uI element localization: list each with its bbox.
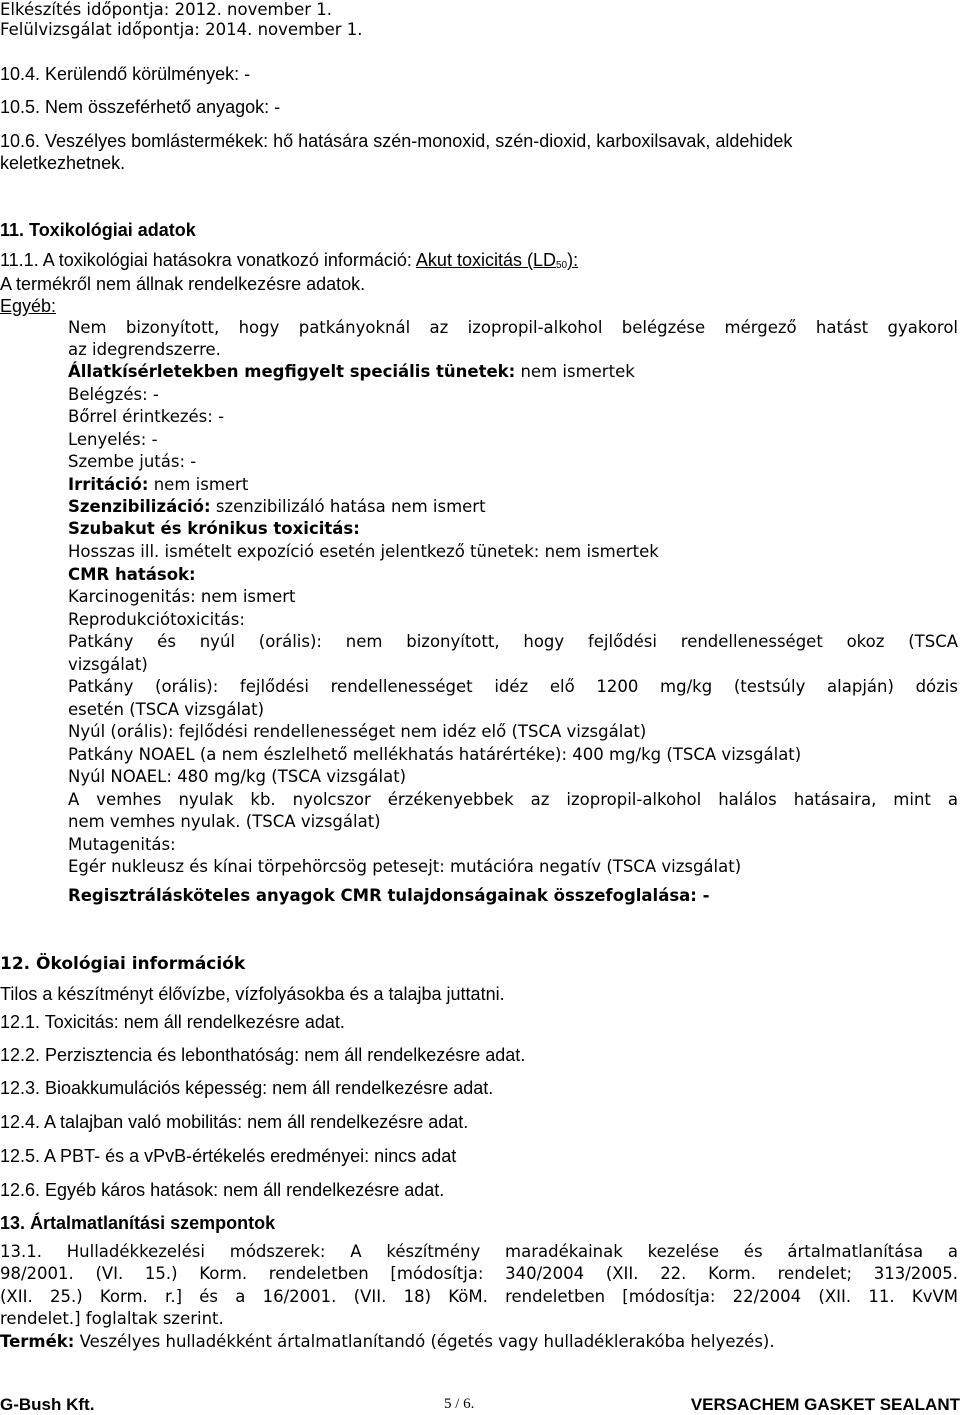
item-13-1-line1 xyxy=(0,1242,958,1261)
chronic-toxicity-label: Szubakut és krónikus toxicitás: xyxy=(68,519,360,538)
chronic-toxicity-text: Hosszas ill. ismételt expozíció esetén jelentkező tünetek: nem ismertek xyxy=(68,542,659,561)
eye-contact: Szembe jutás: - xyxy=(68,452,197,471)
cmr-summary: Regisztrálásköteles anyagok CMR tulajdonságainak összefoglalása: - xyxy=(68,886,710,905)
cmr-label: CMR hatások: xyxy=(68,565,196,584)
section-13-title: 13. Ártalmatlanítási szempontok xyxy=(0,1213,276,1233)
repro-5: Nyúl NOAEL: 480 mg/kg (TSCA vizsgálat) xyxy=(68,767,407,786)
item-13-1-line2-text: 98/2001. (VI. 15.) Korm. rendeletben [módosítja: 340/2004 (XII. 22. Korm. rendelet; 313/2005. xyxy=(0,1264,958,1283)
repro-6-line1-text: A vemhes nyulak kb. nyolcszor érzékenyebbek az izopropil-alkohol halálos hatásaira, mint a xyxy=(68,790,958,809)
item-12-1: 12.1. Toxicitás: nem áll rendelkezésre adat. xyxy=(0,1012,345,1032)
sensitization xyxy=(68,497,486,516)
inhalation: Belégzés: - xyxy=(68,385,159,404)
section-11-title: 11. Toxikológiai adatok xyxy=(0,220,196,240)
section-12-title: 12. Ökológiai információk xyxy=(0,954,246,974)
carcinogenicity: Karcinogenitás: nem ismert xyxy=(68,587,296,606)
item-11-1 xyxy=(0,250,578,271)
footer-company: G-Bush Kft. xyxy=(0,1395,95,1414)
product-label: Termék: xyxy=(0,1332,75,1351)
reproductive-toxicity: Reprodukciótoxicitás: xyxy=(68,610,245,629)
repro-2-line1-text: Patkány (orális): fejlődési rendellenességet idéz elő 1200 mg/kg (testsúly alapján) dózis xyxy=(68,677,958,696)
animal-tests xyxy=(68,362,635,381)
repro-6-line2: nem vemhes nyulak. (TSCA vizsgálat) xyxy=(68,812,381,831)
product-disposal xyxy=(0,1332,775,1351)
other-line1 xyxy=(68,318,958,337)
ld-subscript: 50 xyxy=(555,260,568,271)
creation-date: Elkészítés időpontja: 2012. november 1. xyxy=(0,0,332,19)
repro-6-line1 xyxy=(68,790,958,809)
item-10-6-line1: 10.6. Veszélyes bomlástermékek: hő hatására szén-monoxid, szén-dioxid, karboxilsavak, aldehidek xyxy=(0,131,793,151)
item-13-1-line3 xyxy=(0,1287,958,1306)
section-12-intro: Tilos a készítményt élővízbe, vízfolyásokba és a talajba juttatni. xyxy=(0,984,505,1004)
other-line1-text: Nem bizonyított, hogy patkányoknál az izopropil-alkohol belégzése mérgező hatást gyakorol xyxy=(68,318,958,337)
irritation xyxy=(68,475,248,494)
acute-toxicity-text: Akut toxicitás (LD xyxy=(415,250,556,270)
item-13-1-line3-text: (XII. 25.) Korm. r.] és a 16/2001. (VII. 18) KöM. rendeletben [módosítja: 22/2004 (XII. 11. KvVM xyxy=(0,1287,958,1306)
other-label: Egyéb: xyxy=(0,296,57,316)
footer-product: VERSACHEM GASKET SEALANT xyxy=(690,1395,960,1414)
item-10-4: 10.4. Kerülendő körülmények: - xyxy=(0,64,251,84)
animal-tests-label: Állatkísérletekben megfigyelt speciális tünetek: xyxy=(68,362,516,381)
item-12-4: 12.4. A talajban való mobilitás: nem áll rendelkezésre adat. xyxy=(0,1112,469,1132)
skin-contact: Bőrrel érintkezés: - xyxy=(68,407,225,426)
acute-toxicity-suffix: ): xyxy=(567,250,579,270)
footer-page-number: 5 / 6. xyxy=(444,1396,475,1412)
item-12-5: 12.5. A PBT- és a vPvB-értékelés eredményei: nincs adat xyxy=(0,1146,457,1166)
acute-toxicity-label xyxy=(416,250,578,270)
mutagenicity-text: Egér nukleusz és kínai törpehörcsög petesejt: mutációra negatív (TSCA vizsgálat) xyxy=(68,857,742,876)
revision-date: Felülvizsgálat időpontja: 2014. november 1. xyxy=(0,20,363,39)
item-10-6-line2: keletkezhetnek. xyxy=(0,153,126,173)
item-11-1-prefix: 11.1. A toxikológiai hatásokra vonatkozó információ: xyxy=(0,250,416,270)
repro-2-line1 xyxy=(68,677,958,696)
repro-4: Patkány NOAEL (a nem észlelhető mellékhatás határértéke): 400 mg/kg (TSCA vizsgálat) xyxy=(68,745,802,764)
repro-1-line2: vizsgálat) xyxy=(68,655,148,674)
repro-1-line1 xyxy=(68,632,958,651)
item-12-6: 12.6. Egyéb káros hatások: nem áll rendelkezésre adat. xyxy=(0,1180,445,1200)
irritation-label: Irritáció: xyxy=(68,475,149,494)
item-10-5: 10.5. Nem összeférhető anyagok: - xyxy=(0,97,281,117)
no-data-note: A termékről nem állnak rendelkezésre adatok. xyxy=(0,274,366,294)
animal-tests-value: nem ismertek xyxy=(515,362,635,381)
item-12-2: 12.2. Perzisztencia és lebonthatóság: nem áll rendelkezésre adat. xyxy=(0,1045,526,1065)
item-13-1-line1-text: 13.1. Hulladékkezelési módszerek: A készítmény maradékainak kezelése és ártalmatlanítása a xyxy=(0,1242,958,1261)
mutagenicity-label: Mutagenitás: xyxy=(68,835,176,854)
repro-2-line2: esetén (TSCA vizsgálat) xyxy=(68,700,265,719)
sensitization-value: szenzibilizáló hatása nem ismert xyxy=(210,497,486,516)
item-13-1-line2 xyxy=(0,1264,958,1283)
repro-1-line1-text: Patkány és nyúl (orális): nem bizonyított, hogy fejlődési rendellenességet okoz (TSCA xyxy=(68,632,958,651)
item-13-1-line4: rendelet.] foglaltak szerint. xyxy=(0,1309,224,1328)
item-12-3: 12.3. Bioakkumulációs képesség: nem áll rendelkezésre adat. xyxy=(0,1078,494,1098)
other-line2: az idegrendszerre. xyxy=(68,340,221,359)
product-value: Veszélyes hulladékként ártalmatlanítandó (égetés vagy hulladéklerakóba helyezés). xyxy=(74,1332,775,1351)
ingestion: Lenyelés: - xyxy=(68,430,158,449)
sensitization-label: Szenzibilizáció: xyxy=(68,497,211,516)
irritation-value: nem ismert xyxy=(148,475,249,494)
repro-3: Nyúl (orális): fejlődési rendellenességet nem idéz elő (TSCA vizsgálat) xyxy=(68,722,647,741)
